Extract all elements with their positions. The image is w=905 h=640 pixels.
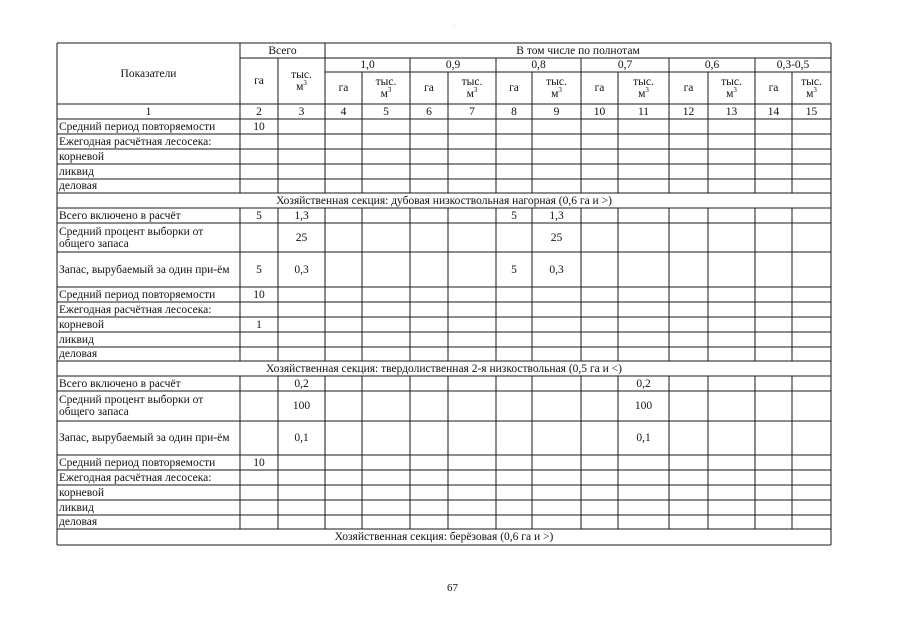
header-indicators: Показатели	[120, 67, 177, 80]
unit-volume-m: м	[806, 88, 814, 100]
unit-volume-exponent: 3	[733, 86, 737, 95]
unit-volume-label	[801, 76, 822, 100]
density-group-4: 0,7	[617, 59, 633, 71]
density-volume-1	[362, 72, 410, 104]
row-label: ликвид	[59, 165, 94, 178]
density-volume-3	[532, 72, 581, 104]
scan-mark: .	[454, 22, 456, 28]
column-number: 11	[637, 105, 650, 118]
unit-volume-m: м	[296, 81, 304, 93]
table-cell-value: 0,2	[294, 377, 309, 390]
table-cell-value: 25	[295, 231, 308, 244]
density-volume-5	[708, 72, 755, 104]
row-label: корневой	[59, 150, 105, 163]
row-label: Средний период повторяемости	[59, 120, 216, 133]
table-cell-value: 5	[511, 209, 517, 222]
header-total: Всего	[268, 44, 297, 57]
column-number: 2	[256, 105, 262, 118]
column-number: 1	[145, 105, 152, 118]
density-group-3: 0,8	[531, 59, 546, 71]
column-number: 15	[805, 105, 818, 118]
density-ha-6: га	[768, 82, 779, 94]
row-label: ликвид	[59, 501, 94, 514]
column-number: 5	[383, 105, 389, 118]
table-cell-value: 0,1	[294, 432, 309, 444]
unit-volume-label	[633, 76, 654, 100]
table-cell-value: 1	[256, 318, 262, 331]
unit-volume-exponent: 3	[645, 86, 649, 95]
row-label: Всего включено в расчёт	[59, 209, 181, 222]
table-cell-value: 10	[253, 288, 265, 301]
table-cell-value: 1,3	[294, 209, 309, 222]
column-number: 10	[593, 105, 606, 118]
row-label: деловая	[59, 348, 98, 360]
density-group-6: 0,3-0,5	[776, 59, 810, 71]
column-number: 3	[298, 105, 305, 118]
unit-volume-exponent: 3	[558, 86, 562, 95]
row-label: Ежегодная расчётная лесосека:	[59, 303, 212, 316]
unit-volume-word: тыс.	[546, 76, 567, 88]
unit-volume-m: м	[551, 88, 559, 100]
density-ha-2: га	[424, 82, 434, 94]
row-label: Средний период повторяемости	[59, 456, 216, 469]
density-ha-5: га	[683, 82, 694, 94]
unit-volume-word: тыс.	[633, 76, 654, 88]
column-number: 4	[340, 105, 347, 118]
table-cell-value: 1,3	[549, 209, 564, 222]
density-ha-4: га	[594, 82, 605, 94]
unit-volume-label	[376, 76, 397, 100]
density-volume-6	[792, 72, 831, 104]
table-cell-value: 10	[253, 456, 265, 469]
row-label: Ежегодная расчётная лесосека:	[59, 135, 212, 148]
column-number: 9	[553, 105, 560, 118]
density-group-1: 1,0	[360, 59, 375, 71]
unit-volume-word: тыс.	[375, 76, 397, 88]
row-label: деловая	[59, 180, 98, 192]
density-volume-4	[618, 72, 669, 104]
table-cell-value: 5	[256, 263, 262, 276]
table-cell-value: 100	[634, 400, 653, 412]
unit-volume-m: м	[380, 88, 388, 100]
unit-volume-word: тыс.	[721, 76, 742, 88]
column-number: 13	[725, 105, 738, 118]
density-ha-1: га	[338, 82, 349, 94]
unit-volume-exponent: 3	[473, 86, 478, 95]
section-heading: Хозяйственная секция: твердолиственная 2-я низкоствольная (0,5 га и <)	[266, 362, 622, 375]
row-label: Всего включено в расчёт	[59, 377, 181, 390]
unit-volume-word: тыс.	[801, 76, 822, 88]
header-total-ha: га	[254, 75, 264, 87]
column-number: 7	[469, 105, 475, 118]
unit-volume-label	[291, 69, 312, 93]
row-label: деловая	[59, 516, 98, 528]
table-cell-value: 0,1	[636, 432, 651, 444]
unit-volume-exponent: 3	[303, 79, 307, 88]
unit-volume-exponent: 3	[813, 86, 817, 95]
density-volume-2	[448, 72, 496, 104]
row-label: ликвид	[59, 333, 94, 346]
column-number: 6	[426, 105, 432, 118]
density-group-2: 0,9	[445, 59, 461, 71]
unit-volume-label	[721, 76, 742, 100]
table-cell-value: 25	[550, 231, 563, 244]
row-label: Средний процент выборки от общего запаса	[59, 394, 204, 418]
table-cell-value: 0,2	[636, 377, 651, 390]
row-label: Средний период повторяемости	[59, 288, 216, 301]
column-number: 12	[682, 105, 695, 118]
table-cell-value: 10	[253, 120, 265, 133]
column-number: 14	[767, 105, 780, 118]
row-label: корневой	[59, 318, 105, 331]
table-cell-value: 5	[511, 263, 517, 276]
unit-volume-word: тыс.	[291, 69, 312, 81]
section-heading: Хозяйственная секция: дубовая низкоствольная нагорная (0,6 га и >)	[276, 194, 612, 207]
table-cell-value: 0,3	[294, 263, 309, 276]
row-label: Запас, вырубаемый за один при-ём	[59, 432, 230, 444]
unit-volume-m: м	[638, 88, 646, 100]
section-heading: Хозяйственная секция: берёзовая (0,6 га и >)	[334, 531, 554, 543]
unit-volume-word: тыс.	[461, 76, 483, 88]
unit-volume-exponent: 3	[387, 86, 392, 95]
density-ha-3: га	[509, 82, 519, 94]
unit-volume-m: м	[466, 88, 474, 100]
header-by-density: В том числе по полнотам	[516, 44, 640, 57]
density-group-5: 0,6	[704, 59, 720, 71]
table-cell-value: 0,3	[549, 263, 564, 276]
header-total-volume	[278, 58, 325, 104]
unit-volume-m: м	[726, 88, 734, 100]
row-label: корневой	[59, 486, 105, 499]
page-number: 67	[447, 582, 458, 594]
row-label: Средний процент выборки от общего запаса	[59, 225, 204, 250]
unit-volume-label	[462, 76, 483, 100]
unit-volume-label	[546, 76, 567, 100]
row-label: Запас, вырубаемый за один при-ём	[59, 263, 230, 276]
table-cell-value: 5	[256, 209, 262, 222]
table-cell-value: 100	[292, 400, 311, 412]
row-label: Ежегодная расчётная лесосека:	[59, 471, 212, 484]
column-number: 8	[511, 105, 517, 118]
